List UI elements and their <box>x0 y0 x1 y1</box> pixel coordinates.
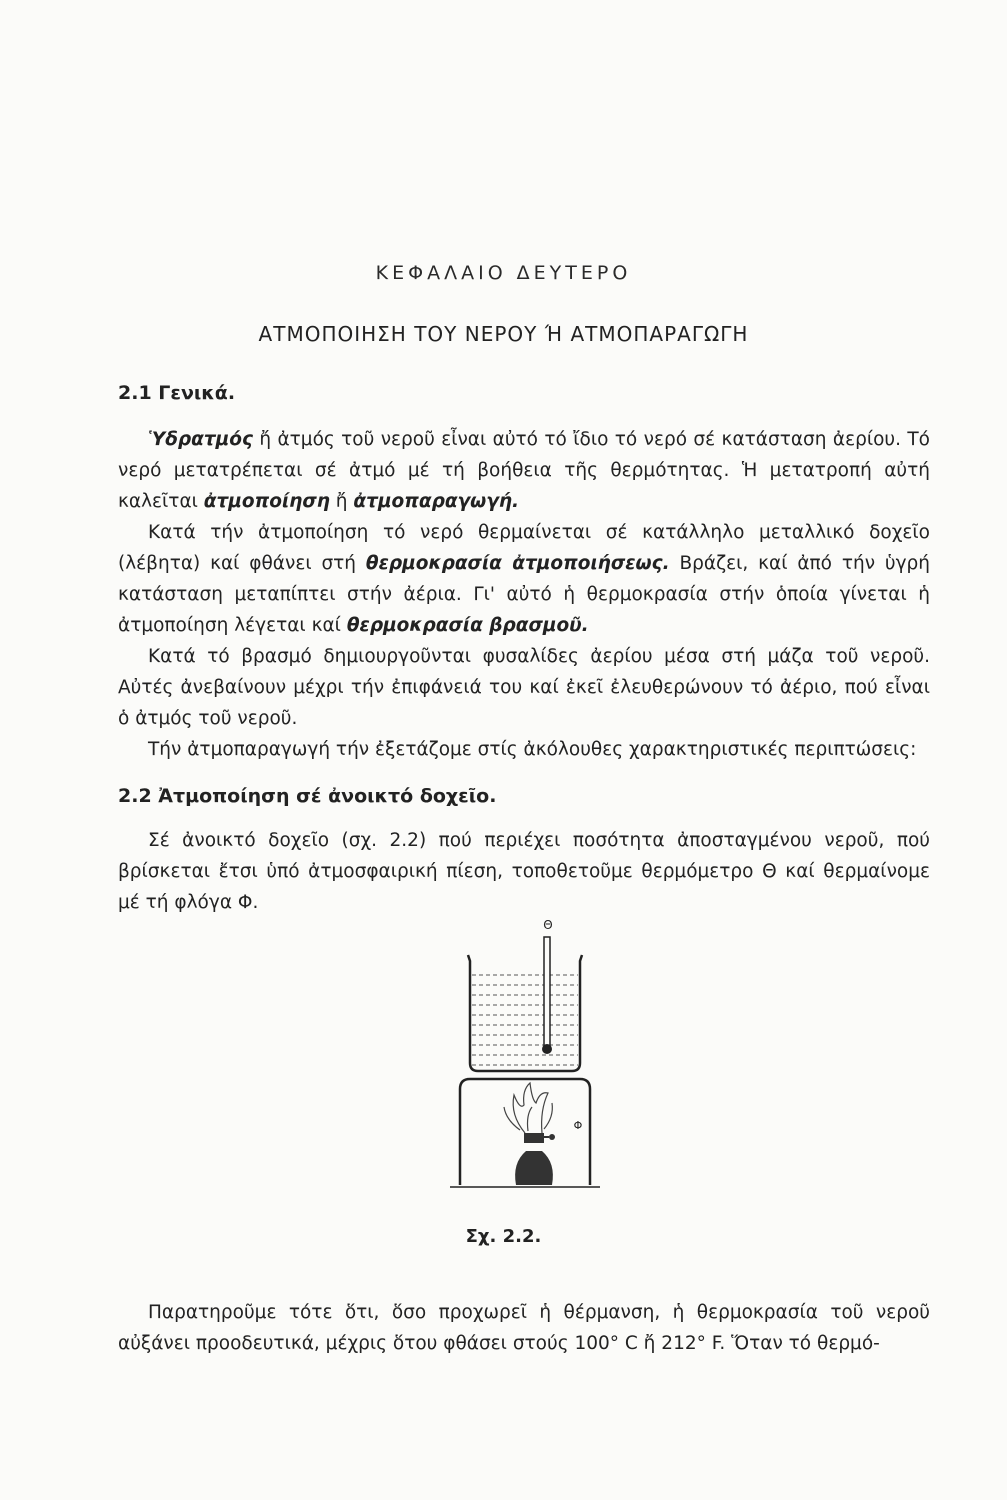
paragraph: Κατά τό βρασμό δημιουργοῦνται φυσαλίδες ἀερίου μέσα στή μάζα τοῦ νεροῦ. Αὐτές ἀνεβαίνουν μέχρι τήν ἐπιφάνειά του καί ἐκεῖ ἐλευθερώνουν τό ἀέριο, πού εἶναι ὁ ἀτμός τοῦ νεροῦ. <box>118 646 930 729</box>
paragraph: Τήν ἀτμοπαραγωγή τήν ἐξετάζομε στίς ἀκόλουθες χαρακτηριστικές περιπτώσεις: <box>148 739 917 760</box>
thermometer <box>542 937 552 1054</box>
phi-label: Φ <box>573 1119 583 1132</box>
paragraph: Σέ ἀνοικτό δοχεῖο (σχ. 2.2) πού περιέχει ποσότητα ἀποσταγμένου νεροῦ, πού βρίσκεται ἔτσι ὑπό ἀτμοσφαιρική πίεση, τοποθετοῦμε θερμόμετρο Θ καί θερμαίνομε μέ τή φλόγα Φ. <box>118 830 930 913</box>
term: θερμοκρασία βρασμοῦ. <box>346 615 589 636</box>
section-heading-2-1: 2.1 Γενικά. <box>118 382 236 404</box>
chapter-label: ΚΕΦΑΛΑΙΟ ΔΕΥΤΕΡΟ <box>375 262 632 284</box>
beaker-heating-figure <box>440 915 610 1190</box>
term: Ὑδρατμός <box>148 429 253 450</box>
paragraph: Ὑδρατμός ἤ ἀτμός τοῦ νεροῦ εἶναι αὐτό τό ἴδιο τό νερό σέ κατάσταση ἀερίου. Τό νερό μετατρέπεται σέ ἀτμό μέ τή βοήθεια τῆς θερμότητας. Ἡ μετατροπή αὐτή καλεῖται ἀτμοποίηση ἤ ἀτμοπαραγωγή. <box>118 429 930 512</box>
closing-text <box>118 1297 930 1359</box>
section-2-1-body <box>118 424 930 765</box>
term: θερμοκρασία ἀτμοποιήσεως. <box>365 553 670 574</box>
flame <box>504 1083 552 1133</box>
water <box>472 975 578 1065</box>
chapter-title: ΑΤΜΟΠΟΙΗΣΗ ΤΟΥ ΝΕΡΟΥ Ή ΑΤΜΟΠΑΡΑΓΩΓΗ <box>258 322 749 346</box>
section-2-2-body <box>118 825 930 918</box>
paragraph: Κατά τήν ἀτμοποίηση τό νερό θερμαίνεται σέ κατάλληλο μεταλλικό δοχεῖο (λέβητα) καί φθάνει στή θερμοκρασία ἀτμοποιήσεως. Βράζει, καί ἀπό τήν ὑγρή κατάσταση μεταπίπτει στήν ἀέρια. Γι' αὐτό ἡ θερμοκρασία στήν ὁποία γίνεται ἡ ἀτμοποίηση λέγεται καί θερμοκρασία βρασμοῦ. <box>118 522 930 636</box>
theta-label: Θ <box>543 918 553 932</box>
paragraph: Παρατηροῦμε τότε ὅτι, ὅσο προχωρεῖ ἡ θέρμανση, ἡ θερμοκρασία τοῦ νεροῦ αὐξάνει προοδευτικά, μέχρις ὅτου φθάσει στούς 100° C ἤ 212° F. Ὅταν τό θερμό- <box>118 1302 930 1354</box>
term: ἀτμοποίηση <box>203 491 330 512</box>
figure-caption: Σχ. 2.2. <box>465 1226 542 1247</box>
beaker <box>468 955 582 1071</box>
burner <box>515 1133 555 1185</box>
section-heading-2-2: 2.2 Ἀτμοποίηση σέ ἀνοικτό δοχεῖο. <box>118 785 497 807</box>
term: ἀτμοπαραγωγή. <box>353 491 520 512</box>
